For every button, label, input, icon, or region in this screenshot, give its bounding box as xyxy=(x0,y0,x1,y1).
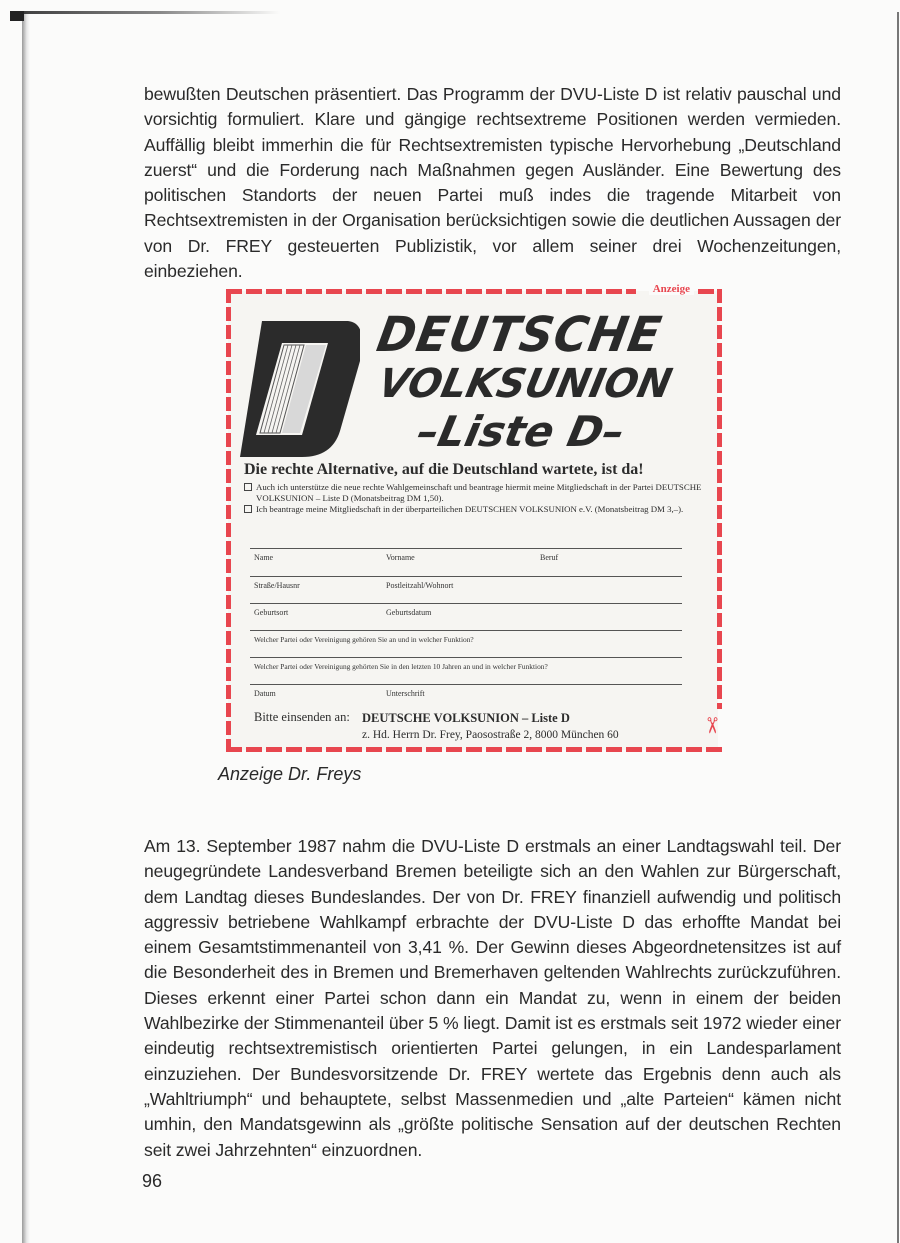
body-paragraph-bottom xyxy=(144,834,841,1163)
advertisement-dvu xyxy=(228,283,724,750)
send-org: DEUTSCHE VOLKSUNION – Liste D xyxy=(362,711,570,725)
form-line xyxy=(250,630,682,631)
field-geburtsdatum[interactable]: Geburtsdatum xyxy=(386,608,432,617)
ad-border-bottom xyxy=(226,747,722,752)
membership-option-party[interactable] xyxy=(244,482,706,503)
scissors-icon: ✂ xyxy=(698,716,724,735)
ad-label: Anzeige xyxy=(649,283,694,295)
page-number: 96 xyxy=(142,1171,163,1191)
ad-title-volksunion: VOLKSUNION xyxy=(374,361,676,407)
option-text: Ich beantrage meine Mitgliedschaft in der überparteilichen DEUTSCHEN VOLKSUNION e.V. (Monatsbeitrag DM 3,–). xyxy=(256,504,684,514)
send-label: Bitte einsenden an: xyxy=(254,710,350,724)
form-line xyxy=(250,657,682,658)
paragraph-text: bewußten Deutschen präsentiert. Das Programm der DVU-Liste D ist relativ pauschal und vorsichtig formuliert. Klare und gängige rechtsextreme Positionen werden vermieden. Auffällig bleibt immerhin die für Rechtsextremisten typische Hervorhebung „Deutschland zuerst“ und die Forderung nach Maßnahmen gegen Ausländer. Eine Bewertung des politischen Standorts der neuen Partei muß indes die tragende Mitarbeit von Rechtsextremisten in der Organisation berücksichtigen sowie die deutlichen Aussagen der von Dr. FREY gesteuerten Publizistik, vor allem seiner drei Wochenzeitungen, einbeziehen. xyxy=(144,84,841,282)
field-partei-jetzt[interactable]: Welcher Partei oder Vereinigung gehören Sie an und in welcher Funktion? xyxy=(254,635,474,644)
form-line xyxy=(250,576,682,577)
send-street: z. Hd. Herrn Dr. Frey, Paosostraße 2, 8000 München 60 xyxy=(362,729,619,741)
ad-title-liste-d: –Liste D– xyxy=(412,407,630,456)
body-paragraph-top xyxy=(144,82,841,284)
ad-border-right xyxy=(717,289,722,709)
form-line xyxy=(250,548,682,549)
field-strasse[interactable]: Straße/Hausnr xyxy=(254,581,300,590)
field-partei-frueher[interactable]: Welcher Partei oder Vereinigung gehörten Sie in den letzten 10 Jahren an und in welcher Funktion? xyxy=(254,662,548,671)
checkbox[interactable] xyxy=(244,505,252,513)
membership-option-association[interactable] xyxy=(244,504,706,515)
scan-edge-right xyxy=(897,12,899,1243)
field-unterschrift[interactable]: Unterschrift xyxy=(386,689,425,698)
paragraph-text: Am 13. September 1987 nahm die DVU-Liste D erstmals an einer Landtagswahl teil. Der neugegründete Landesverband Bremen beteiligte sich an den Wahlen zur Bürgerschaft, dem Landtag dieses Bundeslandes. Der von Dr. FREY finanziell aufwendig und politisch aggressiv betriebene Wahlkampf erbrachte der DVU-Liste D das erhoffte Mandat bei einem Gesamtstimmenanteil von 3,41 %. Der Gewinn dieses Abgeordnetensitzes ist auf die Besonderheit des in Bremen und Bremerhaven geltenden Wahlrechts zurückzuführen. Dieses erkennt einer Partei schon dann ein Mandat zu, wenn in einem der beiden Wahlbezirke der Stimmenanteil über 5 % liegt. Damit ist es erstmals seit 1972 wieder einer eindeutig rechtsextremistisch orientierten Partei gelungen, in ein Landesparlament einzuziehen. Der Bundesvorsitzende Dr. FREY wertete das Ergebnis denn auch als „Wahltriumph“ und behauptete, selbst Massenmedien und „alte Parteien“ kämen nicht umhin, den Mandatsgewinn als „größte politische Sensation auf der deutschen Rechten seit zwei Jahrzehnten“ einzuordnen. xyxy=(144,836,841,1160)
field-name[interactable]: Name xyxy=(254,553,274,562)
form-line xyxy=(250,684,682,685)
ad-title-deutsche: DEUTSCHE xyxy=(373,305,667,363)
send-address xyxy=(362,710,619,743)
field-beruf[interactable]: Beruf xyxy=(540,553,559,562)
field-vorname[interactable]: Vorname xyxy=(386,553,415,562)
field-datum[interactable]: Datum xyxy=(254,689,276,698)
ad-slogan: Die rechte Alternative, auf die Deutschland wartete, ist da! xyxy=(244,461,644,478)
ad-border-top xyxy=(226,289,636,294)
field-plz-ort[interactable]: Postleitzahl/Wohnort xyxy=(386,581,454,590)
scan-edge-left xyxy=(22,12,30,1243)
dvu-d-logo-icon xyxy=(240,311,360,461)
option-text: Auch ich unterstütze die neue rechte Wahlgemeinschaft und beantrage hiermit meine Mitgliedschaft in der Partei DEUTSCHE VOLKSUNION – Liste D (Monatsbeitrag DM 1,50). xyxy=(256,482,702,503)
form-line xyxy=(250,603,682,604)
field-geburtsort[interactable]: Geburtsort xyxy=(254,608,289,617)
ad-border-left xyxy=(226,289,231,752)
checkbox[interactable] xyxy=(244,483,252,491)
figure-caption: Anzeige Dr. Freys xyxy=(218,764,362,784)
scan-corner xyxy=(10,11,24,21)
scan-edge-top xyxy=(10,11,280,14)
